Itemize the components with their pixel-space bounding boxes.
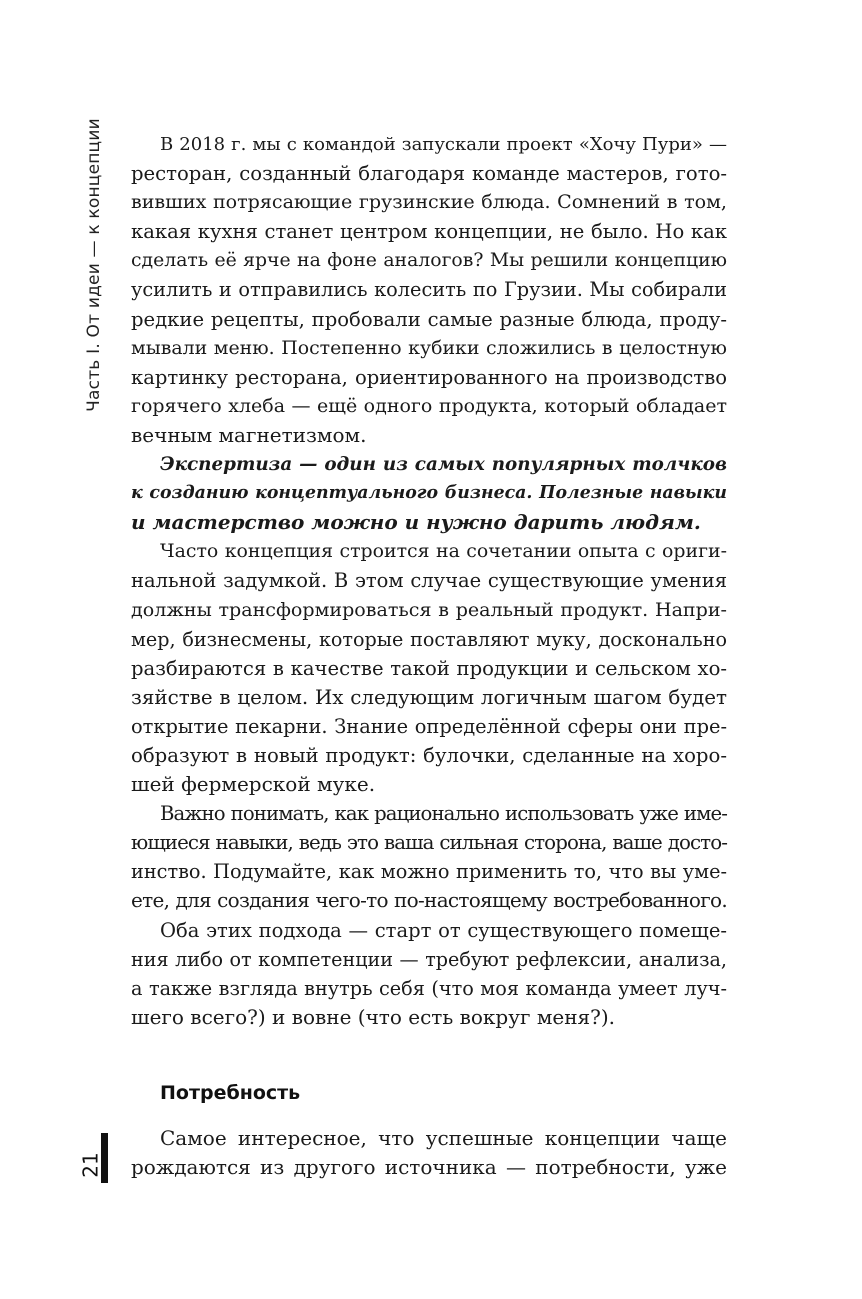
text-line: вечным магнетизмом.: [131, 422, 367, 447]
text-line: редкие рецепты, пробовали самые разные блюда, проду-: [131, 307, 727, 331]
emphasis-line: к созданию концептуального бизнеса. Полезные навыки: [131, 483, 727, 504]
text-line: открытие пекарни. Знание определённой сферы они пре-: [131, 714, 727, 738]
section-heading: Потребность: [160, 1082, 301, 1104]
text-line: мер, бизнесмены, которые поставляют муку, досконально: [131, 627, 727, 651]
text-line: вивших потрясающие грузинские блюда. Сомнений в том,: [131, 191, 727, 214]
emphasis-line: и мастерство можно и нужно дарить людям.: [131, 510, 701, 535]
text-line: разбираются в качестве такой продукции и сельском хо-: [131, 656, 727, 680]
text-line: инство. Подумайте, как можно применить то, что вы уме-: [131, 860, 727, 884]
main-text-block: [131, 130, 727, 1032]
text-line: зяйстве в целом. Их следующим логичным шагом будет: [131, 685, 727, 709]
text-line: горячего хлеба — ещё одного продукта, который обладает: [131, 394, 727, 417]
text-line: картинку ресторана, ориентированного на производство: [131, 365, 727, 389]
text-line: Часто концепция строится на сочетании опыта с ориги-: [160, 540, 727, 563]
text-line: шей фермерской муке.: [131, 772, 376, 797]
page-number: [78, 1145, 104, 1185]
running-head: [80, 118, 108, 412]
text-line: ресторан, созданный благодаря команде мастеров, гото-: [131, 162, 727, 186]
text-line: В 2018 г. мы с командой запускали проект «Хочу Пури» —: [160, 134, 727, 155]
text-line: ете, для создания чего-то по-настоящему востребованного.: [131, 888, 727, 913]
running-head-text: Часть I. От идеи — к концепции: [84, 118, 105, 412]
text-line: ющиеся навыки, ведь это ваша сильная сторона, ваше досто-: [131, 831, 727, 855]
text-line: Самое интересное, что успешные концепции чаще: [160, 1126, 727, 1150]
text-line: а также взгляда внутрь себя (что моя команда умеет луч-: [131, 976, 727, 1000]
text-line: какая кухня станет центром концепции, не было. Но как: [131, 220, 727, 244]
emphasis-line: Экспертиза — один из самых популярных толчков: [160, 454, 727, 476]
text-line: усилить и отправились колесить по Грузии. Мы собирали: [131, 278, 727, 302]
text-line: нальной задумкой. В этом случае существующие умения: [131, 569, 727, 593]
page-number-text: 21: [78, 1152, 103, 1178]
text-line: шего всего?) и вовне (что есть вокруг меня?).: [131, 1004, 616, 1029]
text-line: Важно понимать, как рационально использовать уже име-: [160, 802, 727, 826]
text-line: мывали меню. Постепенно кубики сложились в целостную: [131, 336, 727, 359]
text-line: ния либо от компетенции — требуют рефлексии, анализа,: [131, 947, 727, 971]
text-line: рождаются из другого источника — потребности, уже: [131, 1155, 727, 1180]
text-line: Оба этих подхода — старт от существующего помеще-: [160, 918, 727, 942]
text-line: образуют в новый продукт: булочки, сделанные на хоро-: [131, 743, 727, 767]
text-line: сделать её ярче на фоне аналогов? Мы решили концепцию: [131, 250, 727, 272]
section-text-block: [131, 1124, 727, 1182]
text-line: должны трансформироваться в реальный продукт. Напри-: [131, 598, 727, 621]
